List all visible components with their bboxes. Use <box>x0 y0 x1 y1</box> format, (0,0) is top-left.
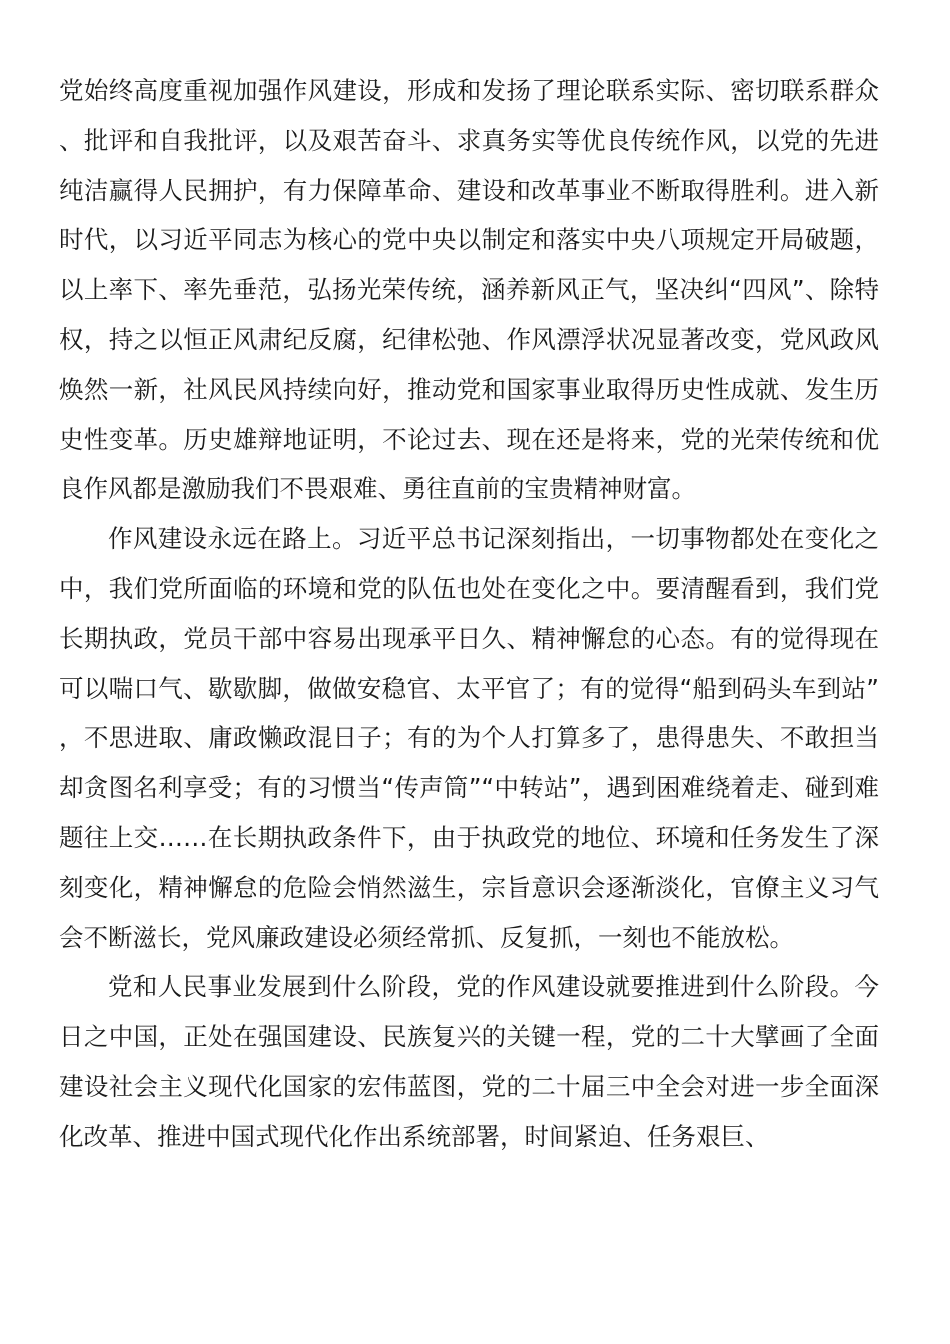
paragraph-2: 作风建设永远在路上。习近平总书记深刻指出，一切事物都处在变化之中，我们党所面临的环境和党的队伍也处在变化之中。要清醒看到，我们党长期执政，党员干部中容易出现承平日久、精神懈怠的心态。有的觉得现在可以喘口气、歇歇脚，做做安稳官、太平官了；有的觉得“船到码头车到站”，不思进取、庸政懒政混日子；有的为个人打算多了，患得患失、不敢担当却贪图名利享受；有的习惯当“传声筒”“中转站”，遇到困难绕着走、碰到难题往上交……在长期执政条件下，由于执政党的地位、环境和任务发生了深刻变化，精神懈怠的危险会悄然滋生，宗旨意识会逐渐淡化，官僚主义习气会不断滋长，党风廉政建设必须经常抓、反复抓，一刻也不能放松。 <box>59 524 879 952</box>
document-page <box>59 66 879 1162</box>
paragraph-3: 党和人民事业发展到什么阶段，党的作风建设就要推进到什么阶段。今日之中国，正处在强国建设、民族复兴的关键一程，党的二十大擘画了全面建设社会主义现代化国家的宏伟蓝图，党的二十届三中全会对进一步全面深化改革、推进中国式现代化作出系统部署，时间紧迫、任务艰巨、 <box>59 972 879 1151</box>
paragraph-1: 党始终高度重视加强作风建设，形成和发扬了理论联系实际、密切联系群众、批评和自我批评，以及艰苦奋斗、求真务实等优良传统作风，以党的先进纯洁赢得人民拥护，有力保障革命、建设和改革事业不断取得胜利。进入新时代，以习近平同志为核心的党中央以制定和落实中央八项规定开局破题，以上率下、率先垂范，弘扬光荣传统，涵养新风正气，坚决纠“四风”、除特权，持之以恒正风肃纪反腐，纪律松弛、作风漂浮状况显著改变，党风政风焕然一新，社风民风持续向好，推动党和国家事业取得历史性成就、发生历史性变革。历史雄辩地证明，不论过去、现在还是将来，党的光荣传统和优良作风都是激励我们不畏艰难、勇往直前的宝贵精神财富。 <box>59 76 879 504</box>
